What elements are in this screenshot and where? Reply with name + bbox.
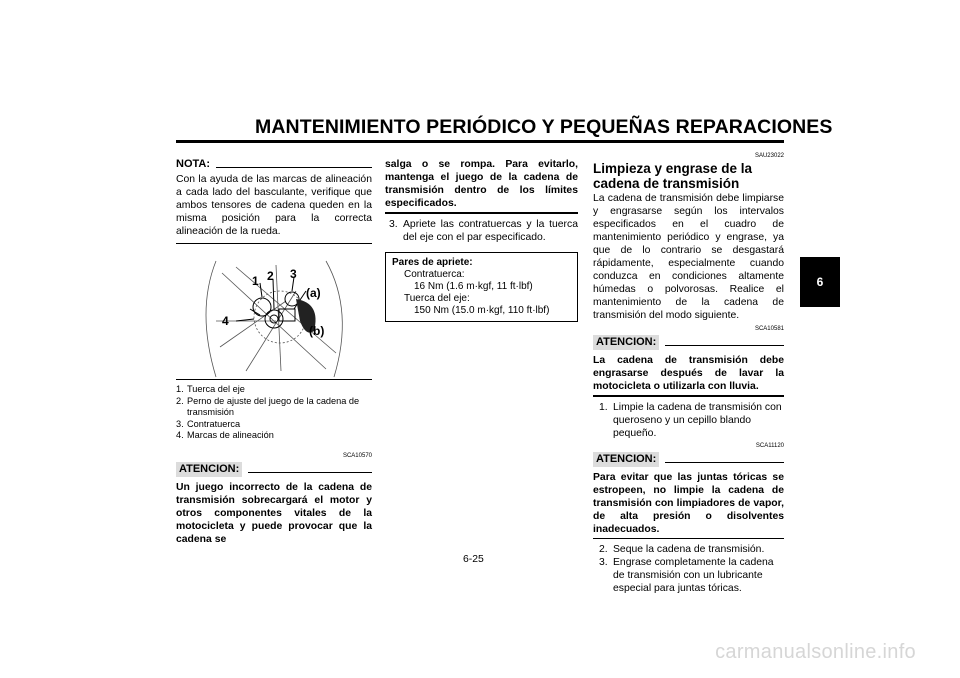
caution-label: ATENCION: [176,462,242,477]
section-intro: La cadena de transmisión debe limpiarse y engrasarse según los intervalos especificados en el cuadro de mantenimiento periódico y engrase, ya que de lo contrario se desgastará rápidamente, especialmente cuando conduzca en condiciones altamente húmedas o polvorosas. Realice el mantenimiento de la cadena de transmisión del modo siguiente. [593,193,784,321]
callout-b: (b) [309,324,325,338]
step-number: 2. [599,544,608,555]
step-number: 1. [599,401,608,413]
caution2-end-rule [593,538,784,540]
step-3 [385,218,578,244]
right-column [593,152,784,595]
step-text: Seque la cadena de transmisión. [613,544,765,555]
nota-rule [216,167,372,168]
caution2-label-row [593,452,784,467]
chapter-tab: 6 [800,257,840,307]
step-3-right [593,556,784,595]
caution-label-row [176,462,372,477]
torque-item-locknut: Contratuerca: [404,268,465,280]
legend-text: Tuerca del eje [187,384,245,394]
legend-text: Contratuerca [187,418,241,429]
caution1-label-row [593,335,784,350]
watermark: carmanualsonline.info [715,641,916,663]
legend-number: 2. [176,395,184,406]
caution2-code: SCA11120 [755,442,784,449]
torque-spec-box [385,252,578,322]
page-header-title: MANTENIMIENTO PERIÓDICO Y PEQUEÑAS REPARACIONES [255,116,833,138]
figure-rule [176,379,372,380]
caution2-label: ATENCION: [593,452,659,467]
nota-text: Con la ayuda de las marcas de alineación a cada lado del basculante, verifique que ambos tensores de cadena queden en la misma posición para la correcta alineación de la rueda. [176,174,372,237]
step-number: 3. [599,557,608,568]
caution1-rule [665,345,784,346]
page-number: 6-25 [463,554,484,565]
nota-end-rule [176,243,372,244]
legend-item [176,396,372,419]
legend-item [176,384,372,396]
callout-2: 2 [267,269,274,283]
caution1-code: SCA10581 [754,326,784,332]
step-text: Apriete las contratuercas y la tuerca del eje con el par especificado. [403,218,578,243]
legend-number: 4. [176,430,184,440]
legend-item [176,419,372,431]
legend-item [176,430,372,442]
step-number: 3. [389,218,398,230]
caution1-end-rule [593,395,784,397]
callout-3: 3 [290,267,297,281]
left-column [176,158,372,546]
caution1-text: La cadena de transmisión debe engrasarse después de lavar la motocicleta o utilizarla con lluvia. [593,355,784,392]
torque-value-locknut: 16 Nm (1.6 m·kgf, 11 ft·lbf) [414,280,533,292]
caution-continued-text: salga o se rompa. Para evitarlo, mantenga el juego de la cadena de transmisión dentro de los límites especificados. [385,159,578,209]
legend-text: Perno de ajuste del juego de la cadena de transmisión [187,395,360,417]
caution2-text: Para evitar que las juntas tóricas se estropeen, no limpie la cadena de transmisión con limpiadores de vapor, de alta presión o disolventes inadecuados. [593,471,784,535]
figure-legend [176,384,372,442]
legend-text: Marcas de alineación [187,430,274,440]
caution-end-rule [385,212,578,214]
middle-column [385,158,578,322]
section-title: Limpieza y engrase de la cadena de transmisión [593,161,753,191]
caution-code: SCA10570 [342,452,372,459]
caution-rule [248,472,372,473]
section-code: SAU23022 [754,153,784,159]
legend-number: 3. [176,418,184,429]
callout-a: (a) [306,286,321,300]
nota-label: NOTA: [176,158,211,170]
torque-title: Pares de apriete: [392,256,473,268]
step-text: Engrase completamente la cadena de transmisión con un lubricante especial para juntas tóricas. [613,557,774,594]
chain-adjustment-figure [176,251,372,379]
caution-text: Un juego incorrecto de la cadena de transmisión sobrecargará el motor y otros componentes vitales de la motocicleta y puede provocar que la cadena se [176,481,372,545]
step-1 [593,401,784,440]
callout-1: 1 [252,274,259,288]
caution2-rule [665,462,784,463]
torque-value-axle-nut: 150 Nm (15.0 m·kgf, 110 ft·lbf) [414,304,550,316]
nota-label-row [176,158,372,171]
torque-item-axle-nut: Tuerca del eje: [404,292,470,304]
step-2 [593,543,784,556]
rear-wheel-illustration [176,251,372,379]
callout-4: 4 [222,314,229,328]
caution1-label: ATENCION: [593,335,659,350]
step-text: Limpie la cadena de transmisión con queroseno y un cepillo blando pequeño. [613,401,782,439]
header-rule [176,140,784,143]
legend-number: 1. [176,384,184,394]
